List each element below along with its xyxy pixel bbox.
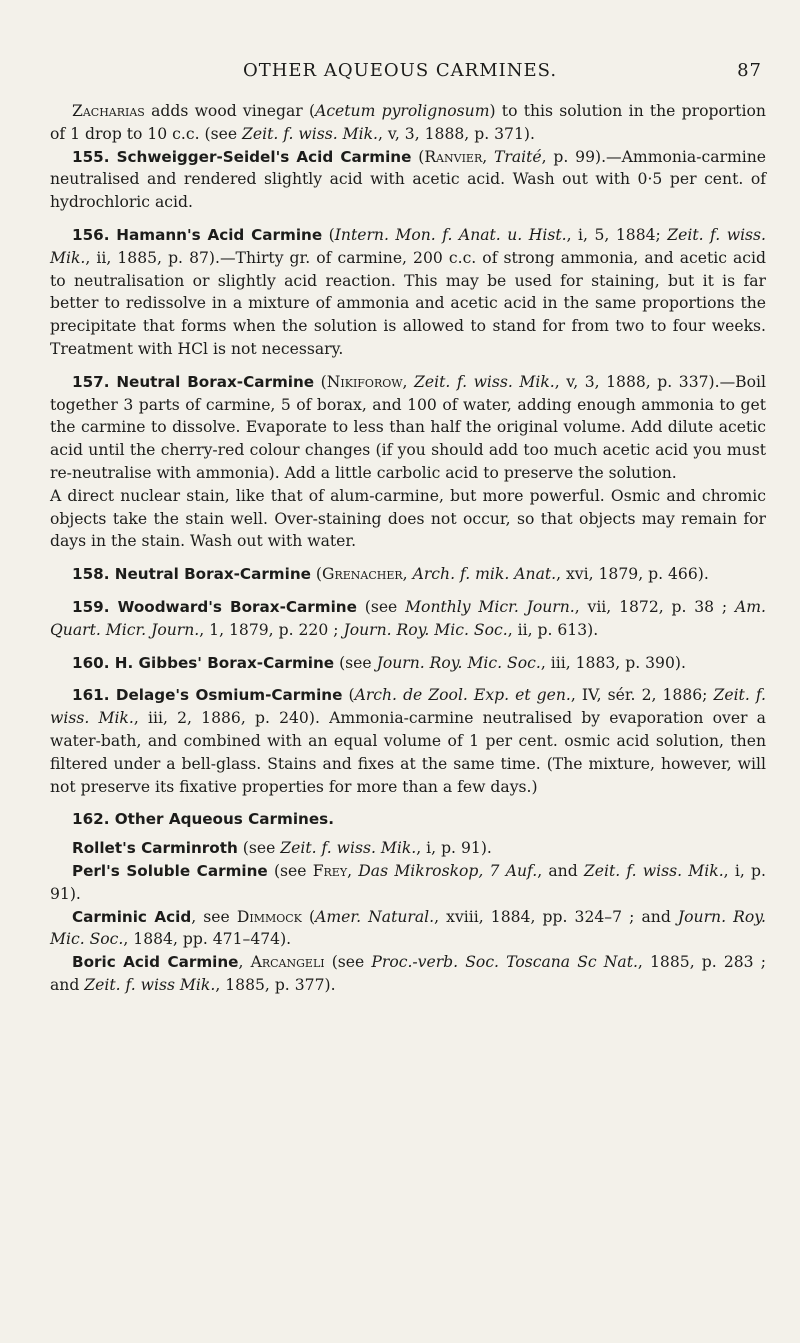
body-text: (see <box>237 839 281 858</box>
citation-italic: Intern. Mon. f. Anat. u. Hist. <box>334 225 567 244</box>
body-text: (see <box>324 953 372 972</box>
body-text: ( <box>314 372 327 391</box>
body-text: , v, 3, 1888, p. 337).—Boil together 3 parts of carmine, 5 of borax, and 100 of water, adding enough ammonia to get the carmine to dissolve. Evaporate to less than half the original volume. Add dilute acetic acid until the cherry-red colour changes (if you should add too much acetic acid you must re-neutralise with ammonia). Add a little carbolic acid to preserve the solution. <box>50 372 766 482</box>
citation-italic: Das Mikroskop, 7 Auf. <box>358 861 538 880</box>
entry-heading: 157. Neutral Borax-Carmine <box>72 372 315 391</box>
entry-156 <box>50 224 766 361</box>
body-text: , <box>347 861 359 880</box>
entry-heading: Boric Acid Carmine <box>72 953 239 972</box>
body-text: , 1885, p. 377). <box>215 975 336 994</box>
citation-italic: Zeit. f. wiss. Mik. <box>50 225 767 267</box>
page-body <box>50 100 766 997</box>
body-text: , vii, 1872, p. 38 ; <box>574 597 735 616</box>
citation-italic: Proc.-verb. Soc. Toscana Sc Nat. <box>371 953 638 972</box>
body-text: , <box>402 372 415 391</box>
citation-italic: Zeit. f. wiss. Mik. <box>50 686 766 728</box>
citation-italic: Arch. f. mik. Anat. <box>412 565 557 584</box>
citation-italic: Acetum pyrolignosum <box>315 102 490 120</box>
entry-boric <box>50 951 766 997</box>
body-text: ( <box>301 907 316 926</box>
citation-italic: Zeit. f. wiss. Mik. <box>583 861 724 880</box>
citation-italic: Arch. de Zool. Exp. et gen. <box>354 686 571 705</box>
entry-161 <box>50 684 766 798</box>
body-text: (see <box>356 597 406 616</box>
running-head <box>0 60 800 88</box>
body-text: , 1885, p. 283 ; and <box>50 953 766 994</box>
entry-158 <box>50 563 766 586</box>
author-name: Zacharias <box>72 102 145 120</box>
author-name: Frey <box>312 861 348 880</box>
body-text: , <box>482 147 495 166</box>
author-name: Grenacher <box>322 565 403 584</box>
body-text: , <box>402 565 413 584</box>
citation-italic: Monthly Micr. Journ. <box>405 597 575 616</box>
body-text: , 1884, pp. 471–474). <box>123 930 292 949</box>
entry-162-heading <box>50 808 766 831</box>
citation-italic: Traité <box>494 147 542 166</box>
body-text: , and <box>537 861 584 880</box>
entry-rollet <box>50 837 766 860</box>
body-text: , i, 5, 1884; <box>566 225 668 244</box>
body-text: , see <box>191 907 237 926</box>
body-text: ( <box>322 225 335 244</box>
body-text: , v, 3, 1888, p. 371). <box>378 124 535 143</box>
entry-heading: 155. Schweigger-Seidel's Acid Carmine <box>72 147 412 166</box>
citation-italic: Zeit. f. wiss. Mik. <box>414 372 555 391</box>
body-text: ( <box>310 565 322 584</box>
entry-heading: 161. Delage's Osmium-Carmine <box>72 686 343 705</box>
body-text: , ii, p. 613). <box>507 620 599 639</box>
body-text: adds wood vinegar ( <box>144 102 316 120</box>
body-text: , xvi, 1879, p. 466). <box>556 565 709 584</box>
running-title: OTHER AQUEOUS CARMINES. <box>242 60 558 81</box>
body-text: , ii, 1885, p. 87).—Thirty gr. of carmine, 200 c.c. of strong ammonia, and acetic acid to neutralisation or slightly acid reaction. This may be used for staining, but it is far better to redissolve in a mixture of ammonia and acetic acid in the same proportions the precipitate that forms when the solution is allowed to stand for from two to four weeks. Treatment with HCl is not necessary. <box>50 248 766 358</box>
paragraph-157-note <box>50 485 766 553</box>
body-text: A direct nuclear stain, like that of alum-carmine, but more powerful. Osmic and chromic objects take the stain well. Over-staining does not occur, so that objects may remain for days in the stain. Wash out with water. <box>50 486 766 551</box>
paragraph-zacharias <box>50 100 766 146</box>
entry-heading: 160. H. Gibbes' Borax-Carmine <box>72 653 335 672</box>
body-text: , i, p. 91). <box>416 839 492 858</box>
citation-italic: Amer. Natural. <box>315 907 435 926</box>
author-name: Arcangeli <box>250 953 325 972</box>
entry-159 <box>50 596 766 642</box>
entry-carminic <box>50 906 766 952</box>
body-text: , IV, sér. 2, 1886; <box>570 686 714 705</box>
entry-160 <box>50 652 766 675</box>
body-text: ( <box>342 686 355 705</box>
body-text: (see <box>267 861 313 880</box>
entry-155 <box>50 146 766 214</box>
entry-heading: 156. Hamann's Acid Carmine <box>72 225 323 244</box>
citation-italic: Zeit. f. wiss. Mik. <box>280 839 417 858</box>
entry-heading: 159. Woodward's Borax-Carmine <box>72 597 357 616</box>
citation-italic: Zeit. f. wiss. Mik. <box>242 124 378 143</box>
citation-italic: Journ. Roy. Mic. Soc. <box>343 620 508 639</box>
citation-italic: Am. Quart. Micr. Journ. <box>50 597 766 639</box>
citation-italic: Zeit. f. wiss Mik. <box>84 975 216 994</box>
entry-157 <box>50 371 766 485</box>
citation-italic: Journ. Roy. Mic. Soc. <box>376 653 541 672</box>
entry-heading: 158. Neutral Borax-Carmine <box>72 565 311 584</box>
entry-heading: Carminic Acid <box>72 907 192 926</box>
entry-perl <box>50 860 766 906</box>
author-name: Nikiforow <box>326 372 403 391</box>
body-text: , iii, 2, 1886, p. 240). Ammonia-carmine neutralised by evaporation over a water-bath, and combined with an equal volume of 1 per cent. osmic acid solution, then filtered under a bell-glass. Stains and fixes at the same time. (The mixture, however, will not preserve its fixative properties for more than a few days.) <box>50 709 766 796</box>
author-name: Dimmock <box>236 907 302 926</box>
body-text: ( <box>411 147 425 166</box>
entry-heading: Rollet's Carminroth <box>72 839 238 858</box>
author-name: Ranvier <box>424 147 483 166</box>
entry-heading: Perl's Soluble Carmine <box>72 861 268 880</box>
body-text: (see <box>334 653 377 672</box>
body-text: , <box>238 953 251 972</box>
body-text: , iii, 1883, p. 390). <box>540 653 686 672</box>
body-text: , 1, 1879, p. 220 ; <box>199 620 344 639</box>
body-text: ) to this solution in the proportion of 1 drop to 10 c.c. (see <box>50 102 766 143</box>
citation-italic: Journ. Roy. Mic. Soc. <box>50 907 766 949</box>
entry-heading: 162. Other Aqueous Carmines. <box>72 810 334 829</box>
body-text: , p. 99).—Ammonia-carmine neutralised and rendered slightly acid with acetic acid. Wash out with 0·5 per cent. of hydrochloric acid. <box>50 147 767 212</box>
body-text: , xviii, 1884, pp. 324–7 ; and <box>434 907 678 926</box>
page-number: 87 <box>737 60 762 81</box>
body-text: , i, p. 91). <box>50 861 766 903</box>
